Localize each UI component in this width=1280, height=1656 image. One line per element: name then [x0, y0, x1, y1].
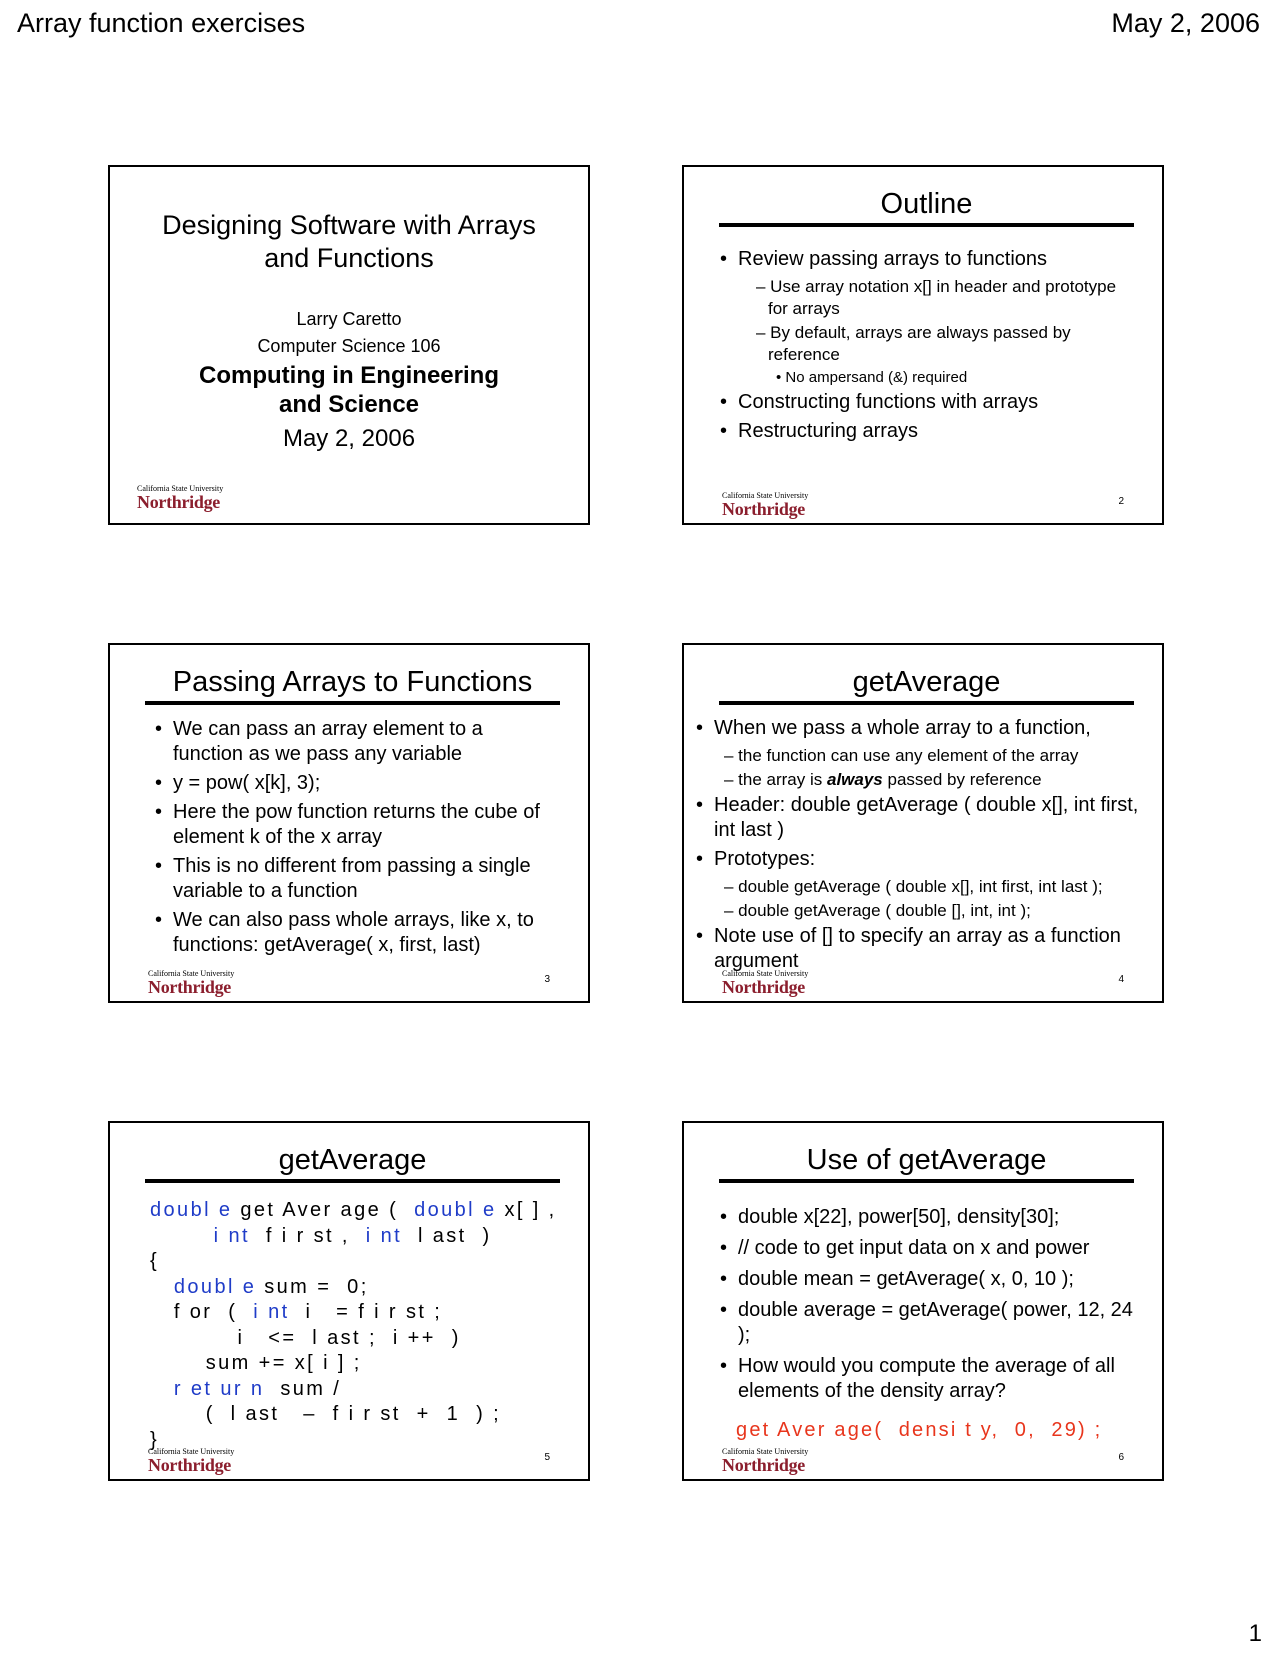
bullet-item: • Prototypes: — [696, 847, 1146, 872]
sub-bullet-item: – double getAverage ( double [], int, int ); — [724, 901, 1031, 920]
slide-number: 5 — [544, 1452, 550, 1463]
slide-title: getAverage — [719, 665, 1134, 705]
slide-title: Use of getAverage — [719, 1143, 1134, 1183]
bullet-item: • This is no different from passing a single variable to a function — [155, 854, 555, 904]
author-block — [110, 306, 588, 360]
bullet-item: • double average = getAverage( power, 12, 24 ); — [720, 1298, 1140, 1348]
code-listing: doubl e get Aver age ( doubl e x[ ] , i nt f i r st , i nt l ast ) { doubl e sum = 0; f or ( i nt i = f i r st ; i <= l ast ; i ++ ) sum += x[ i ] ; r et ur n sum / ( l ast – f i r st + 1 ) ; } — [150, 1199, 557, 1451]
answer-code: get Aver age( densi t y, 0, 29) ; — [736, 1419, 1103, 1441]
page-header-date: May 2, 2006 — [1111, 8, 1260, 38]
bullet-item: • double mean = getAverage( x, 0, 10 ); — [720, 1267, 1140, 1292]
slide-number: 4 — [1118, 974, 1124, 985]
presentation-date: May 2, 2006 — [282, 425, 416, 452]
slide-title: getAverage — [145, 1143, 560, 1183]
presentation-title: Designing Software with Arrays and Functions — [162, 210, 536, 273]
bullet-item: • double x[22], power[50], density[30]; — [720, 1205, 1140, 1230]
sub-bullet-item: – the array is always passed by reference — [724, 770, 1042, 789]
bullet-list — [155, 717, 555, 962]
bullet-list — [720, 1205, 1140, 1408]
university-logo: California State University Northridge — [137, 484, 224, 512]
bullet-item: • When we pass a whole array to a function, — [696, 716, 1146, 741]
slide-title: Passing Arrays to Functions — [145, 665, 560, 705]
sub-bullet-item: – double getAverage ( double x[], int first, int last ); — [724, 877, 1103, 896]
bullet-item: • How would you compute the average of all elements of the density array? — [720, 1354, 1140, 1404]
bullet-item: • Review passing arrays to functions — [720, 247, 1140, 272]
bullet-list — [720, 247, 1140, 448]
slide-title: Outline — [719, 187, 1134, 227]
sub-sub-bullet-item: • No ampersand (&) required — [776, 369, 968, 386]
university-logo: California State University Northridge — [722, 1447, 809, 1475]
course-name: Computing in Engineering and Science — [199, 362, 499, 418]
slide-title-page — [108, 165, 590, 525]
bullet-item: • Here the pow function returns the cube of element k of the x array — [155, 800, 555, 850]
bullet-item: • // code to get input data on x and power — [720, 1236, 1140, 1261]
bullet-item: • Header: double getAverage ( double x[], int first, int last ) — [696, 793, 1146, 843]
bullet-item: • Note use of [] to specify an array as a function argument — [696, 924, 1146, 974]
bullet-item: • y = pow( x[k], 3); — [155, 771, 555, 796]
slide-getaverage-intro — [682, 643, 1164, 1003]
bullet-item: • We can also pass whole arrays, like x, to functions: getAverage( x, first, last) — [155, 908, 555, 958]
sub-bullet-item: – Use array notation x[] in header and prototype for arrays — [756, 277, 1117, 318]
page-header-title: Array function exercises — [17, 8, 306, 38]
sub-bullet-item: – By default, arrays are always passed by reference — [756, 323, 1071, 364]
slide-number: 6 — [1118, 1452, 1124, 1463]
university-logo: California State University Northridge — [148, 969, 235, 997]
author-name: Larry Caretto — [296, 309, 402, 329]
page-number: 1 — [1248, 1620, 1262, 1647]
slide-outline — [682, 165, 1164, 525]
university-logo: California State University Northridge — [722, 491, 809, 519]
bullet-item: • Constructing functions with arrays — [720, 390, 1140, 415]
slide-use-of-getaverage — [682, 1121, 1164, 1481]
slide-number: 2 — [1118, 496, 1124, 507]
bullet-list — [696, 716, 1146, 978]
slide-passing-arrays — [108, 643, 590, 1003]
slide-number: 3 — [544, 974, 550, 985]
university-logo: California State University Northridge — [722, 969, 809, 997]
sub-bullet-item: – the function can use any element of the array — [724, 746, 1079, 765]
bullet-item: • We can pass an array element to a function as we pass any variable — [155, 717, 555, 767]
course-number: Computer Science 106 — [257, 336, 441, 356]
university-logo: California State University Northridge — [148, 1447, 235, 1475]
bullet-item: • Restructuring arrays — [720, 419, 1140, 444]
slide-getaverage-code — [108, 1121, 590, 1481]
